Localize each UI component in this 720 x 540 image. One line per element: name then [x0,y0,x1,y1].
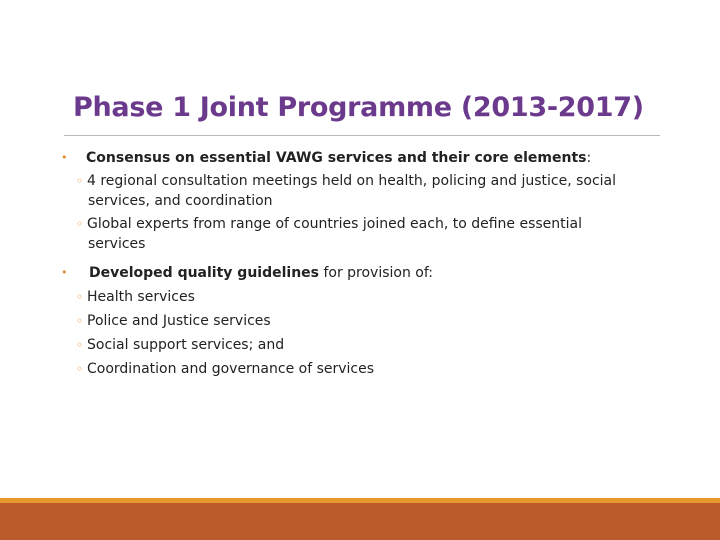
slide-title: Phase 1 Joint Programme (2013-2017) [73,92,644,123]
ring-bullet-icon: ◦ [76,290,84,304]
bullet-rest-text: : [586,150,592,166]
bullet-text [86,149,591,168]
bullet-dot-icon: • [61,266,68,279]
bullet-text [89,264,433,283]
sub-bullet-line: Coordination and governance of services [87,361,375,377]
sub-bullet-line: services [88,235,146,252]
bullet-bold-text: Developed quality guidelines [89,265,319,281]
sub-bullet-line: 4 regional consultation meetings held on health, policing and justice, social [87,173,617,189]
sub-bullet-line: services, and coordination [88,192,273,209]
bullet-bold-text: Consensus on essential VAWG services and their core elements [86,150,587,166]
ring-bullet-icon: ◦ [76,362,84,376]
bullet-dot-icon: • [61,151,68,164]
title-divider [64,135,660,136]
ring-bullet-icon: ◦ [76,174,84,188]
ring-bullet-icon: ◦ [76,314,84,328]
sub-bullet-line: Global experts from range of countries joined each, to define essential [87,216,583,232]
sub-bullet-line: Health services [87,289,195,305]
ring-bullet-icon: ◦ [76,217,84,231]
footer-bar [0,503,720,540]
sub-bullet-line: Social support services; and [87,337,285,353]
sub-bullet-line: Police and Justice services [87,313,271,329]
ring-bullet-icon: ◦ [76,338,84,352]
bullet-rest-text: for provision of: [319,265,434,281]
